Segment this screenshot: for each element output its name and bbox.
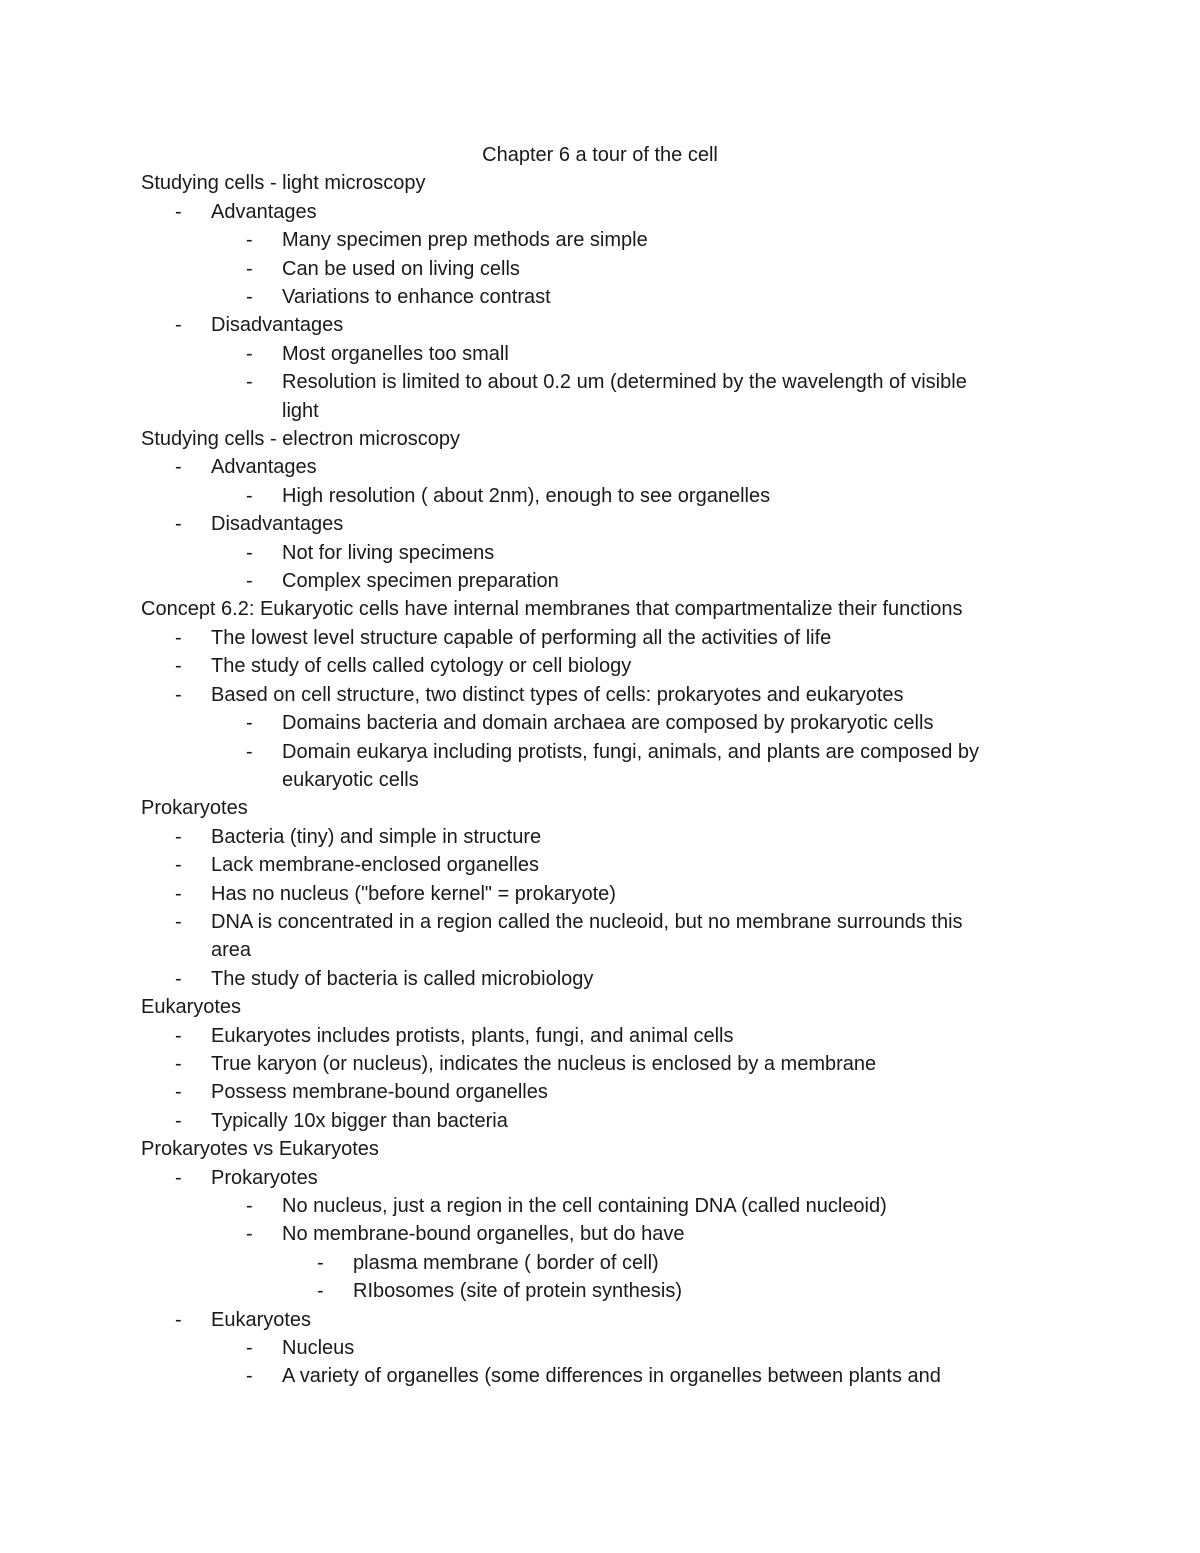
list-item — [141, 652, 1071, 680]
line-text: RIbosomes (site of protein synthesis) — [353, 1280, 683, 1303]
list-item — [141, 283, 1071, 311]
line-text: Eukaryotes includes protists, plants, fungi, and animal cells — [211, 1024, 734, 1047]
line-text: Based on cell structure, two distinct types of cells: prokaryotes and eukaryotes — [211, 683, 904, 706]
section-heading — [141, 794, 1071, 822]
bullet-dash: - — [175, 626, 182, 649]
list-item — [141, 851, 1071, 879]
line-text: Lack membrane-enclosed organelles — [211, 854, 539, 877]
line-text: Domains bacteria and domain archaea are composed by prokaryotic cells — [282, 712, 934, 735]
bullet-dash: - — [175, 200, 182, 223]
line-text: Advantages — [211, 456, 317, 479]
bullet-dash: - — [246, 1195, 253, 1218]
line-text: Disadvantages — [211, 513, 344, 536]
line-text: eukaryotic cells — [282, 768, 419, 791]
line-text: Can be used on living cells — [282, 257, 520, 280]
list-item — [141, 255, 1071, 283]
line-text: A variety of organelles (some differences in organelles between plants and — [282, 1365, 941, 1388]
bullet-dash: - — [317, 1280, 324, 1303]
line-text: Most organelles too small — [282, 342, 509, 365]
bullet-dash: - — [175, 655, 182, 678]
list-item — [141, 453, 1071, 481]
bullet-dash: - — [246, 484, 253, 507]
bullet-dash: - — [246, 371, 253, 394]
line-text: The study of cells called cytology or cell biology — [211, 655, 632, 678]
list-item — [141, 1334, 1071, 1362]
line-text: Prokaryotes — [211, 1166, 318, 1189]
line-text: DNA is concentrated in a region called the nucleoid, but no membrane surrounds this — [211, 910, 963, 933]
bullet-dash: - — [175, 1052, 182, 1075]
line-text: Complex specimen preparation — [282, 570, 559, 593]
bullet-dash: - — [175, 967, 182, 990]
bullet-dash: - — [175, 882, 182, 905]
document-body — [141, 169, 1071, 1390]
list-item — [141, 908, 1071, 936]
line-text: Not for living specimens — [282, 541, 495, 564]
list-item — [141, 1107, 1071, 1135]
bullet-dash: - — [246, 570, 253, 593]
list-item — [141, 738, 1071, 766]
bullet-dash: - — [175, 1166, 182, 1189]
list-item — [141, 823, 1071, 851]
bullet-dash: - — [175, 910, 182, 933]
section-heading — [141, 169, 1071, 197]
list-item — [141, 936, 1071, 964]
list-item — [141, 1022, 1071, 1050]
line-text: Many specimen prep methods are simple — [282, 229, 648, 252]
line-text: Concept 6.2: Eukaryotic cells have internal membranes that compartmentalize their functions — [141, 598, 963, 621]
list-item — [141, 681, 1071, 709]
line-text: The study of bacteria is called microbiology — [211, 967, 594, 990]
bullet-dash: - — [246, 541, 253, 564]
line-text: No membrane-bound organelles, but do have — [282, 1223, 685, 1246]
list-item — [141, 482, 1071, 510]
line-text: area — [211, 939, 252, 962]
bullet-dash: - — [175, 314, 182, 337]
line-text: light — [282, 399, 319, 422]
bullet-dash: - — [175, 1109, 182, 1132]
list-item — [141, 1362, 1071, 1390]
bullet-dash: - — [175, 683, 182, 706]
section-heading — [141, 1135, 1071, 1163]
bullet-dash: - — [175, 1308, 182, 1331]
list-item — [141, 1277, 1071, 1305]
list-item — [141, 1050, 1071, 1078]
list-item — [141, 1249, 1071, 1277]
bullet-dash: - — [175, 456, 182, 479]
list-item — [141, 1220, 1071, 1248]
line-text: Eukaryotes — [141, 996, 242, 1019]
line-text: Studying cells - electron microscopy — [141, 428, 461, 451]
list-item — [141, 624, 1071, 652]
bullet-dash: - — [175, 854, 182, 877]
bullet-dash: - — [175, 513, 182, 536]
line-text: Typically 10x bigger than bacteria — [211, 1109, 508, 1132]
line-text: True karyon (or nucleus), indicates the nucleus is enclosed by a membrane — [211, 1052, 877, 1075]
line-text: No nucleus, just a region in the cell containing DNA (called nucleoid) — [282, 1195, 887, 1218]
line-text: Variations to enhance contrast — [282, 286, 551, 309]
list-item — [141, 1078, 1071, 1106]
line-text: Advantages — [211, 200, 317, 223]
line-text: The lowest level structure capable of performing all the activities of life — [211, 626, 832, 649]
line-text: High resolution ( about 2nm), enough to see organelles — [282, 484, 771, 507]
list-item — [141, 709, 1071, 737]
list-item — [141, 965, 1071, 993]
list-item — [141, 1164, 1071, 1192]
list-item — [141, 226, 1071, 254]
bullet-dash: - — [175, 1081, 182, 1104]
bullet-dash: - — [175, 1024, 182, 1047]
line-text: Resolution is limited to about 0.2 um (determined by the wavelength of visible — [282, 371, 967, 394]
bullet-dash: - — [246, 257, 253, 280]
bullet-dash: - — [246, 342, 253, 365]
bullet-dash: - — [246, 286, 253, 309]
bullet-dash: - — [246, 1223, 253, 1246]
section-heading — [141, 595, 1071, 623]
line-text: Prokaryotes vs Eukaryotes — [141, 1138, 379, 1161]
list-item — [141, 880, 1071, 908]
line-text: Disadvantages — [211, 314, 344, 337]
section-heading — [141, 993, 1071, 1021]
list-item — [141, 198, 1071, 226]
line-text: Has no nucleus ("before kernel" = prokaryote) — [211, 882, 616, 905]
list-item — [141, 311, 1071, 339]
list-item — [141, 368, 1071, 396]
bullet-dash: - — [175, 825, 182, 848]
bullet-dash: - — [246, 1337, 253, 1360]
list-item — [141, 539, 1071, 567]
bullet-dash: - — [246, 740, 253, 763]
line-text: Bacteria (tiny) and simple in structure — [211, 825, 542, 848]
list-item — [141, 766, 1071, 794]
section-heading — [141, 425, 1071, 453]
line-text: Studying cells - light microscopy — [141, 172, 426, 195]
list-item — [141, 510, 1071, 538]
bullet-dash: - — [246, 229, 253, 252]
list-item — [141, 1192, 1071, 1220]
line-text: Possess membrane-bound organelles — [211, 1081, 548, 1104]
page-title: Chapter 6 a tour of the cell — [482, 144, 718, 166]
list-item — [141, 397, 1071, 425]
line-text: plasma membrane ( border of cell) — [353, 1251, 659, 1274]
line-text: Domain eukarya including protists, fungi, animals, and plants are composed by — [282, 740, 980, 763]
line-text: Prokaryotes — [141, 797, 248, 820]
line-text: Eukaryotes — [211, 1308, 312, 1331]
list-item — [141, 340, 1071, 368]
list-item — [141, 1306, 1071, 1334]
bullet-dash: - — [246, 712, 253, 735]
bullet-dash: - — [246, 1365, 253, 1388]
list-item — [141, 567, 1071, 595]
bullet-dash: - — [317, 1251, 324, 1274]
line-text: Nucleus — [282, 1337, 355, 1360]
